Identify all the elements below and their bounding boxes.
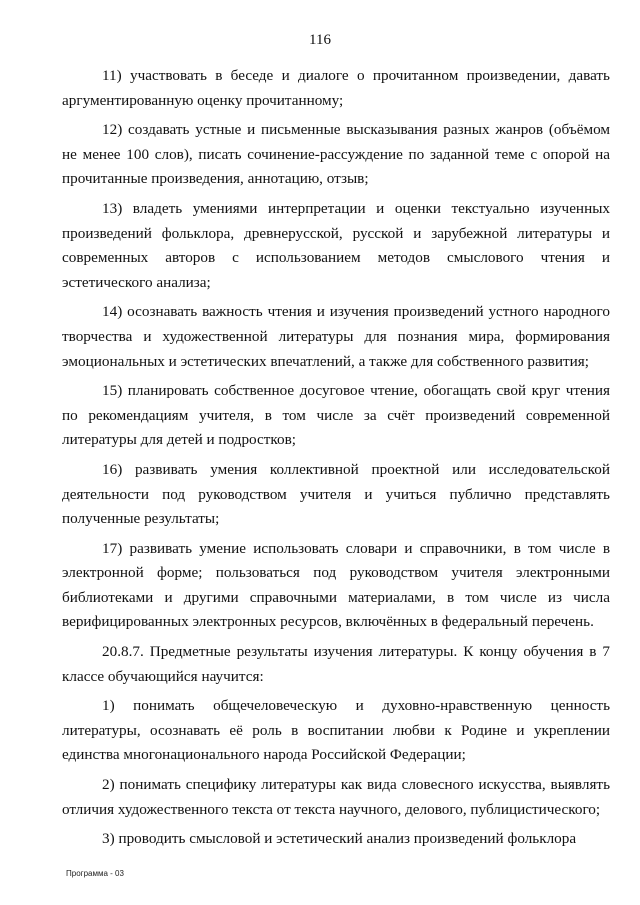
paragraph-item-11: 11) участвовать в беседе и диалоге о прочитанном произведении, давать аргументированную оценку прочитанному; [62, 67, 610, 109]
paragraph-item-13: 13) владеть умениями интерпретации и оценки текстуально изученных произведений фольклора, древнерусской, русской и зарубежной литературы и современных авторов с использованием методов смыслового чтения и эстетического анализа; [62, 199, 610, 291]
footer-label: Программа - 03 [66, 869, 124, 878]
page-number: 116 [309, 32, 331, 48]
paragraph-item-3: 3) проводить смысловой и эстетический анализ произведений фольклора [102, 830, 577, 848]
page-content [62, 64, 610, 857]
paragraph-item-14: 14) осознавать важность чтения и изучения произведений устного народного творчества и художественной литературы для познания мира, формирования эмоциональных и эстетических впечатлений, а также для собственного развития; [62, 303, 610, 370]
paragraph-item-1: 1) понимать общечеловеческую и духовно-нравственную ценность литературы, осознавать её роль в воспитании любви к Родине и укреплении единства многонационального народа Российской Федерации; [62, 697, 610, 764]
paragraph-item-17: 17) развивать умение использовать словари и справочники, в том числе в электронной форме; пользоваться под руководством учителя электронными библиотеками и другими справочными материалами, в том числе из числа верифицированных электронных ресурсов, включённых в федеральный перечень. [62, 539, 610, 631]
paragraph-item-16: 16) развивать умения коллективной проектной или исследовательской деятельности под руководством учителя и учиться публично представлять полученные результаты; [62, 460, 610, 528]
paragraph-item-2: 2) понимать специфику литературы как вида словесного искусства, выявлять отличия художественного текста от текста научного, делового, публицистического; [62, 776, 610, 818]
paragraph-item-12: 12) создавать устные и письменные высказывания разных жанров (объёмом не менее 100 слов), писать сочинение-рассуждение по заданной теме с опорой на прочитанные произведения, аннотацию, отзыв; [62, 121, 610, 188]
section-heading-20-8-7: 20.8.7. Предметные результаты изучения литературы. К концу обучения в 7 классе обучающийся научится: [62, 643, 610, 685]
paragraph-item-15: 15) планировать собственное досуговое чтение, обогащать свой круг чтения по рекомендациям учителя, в том числе за счёт произведений современной литературы для детей и подростков; [62, 382, 610, 449]
